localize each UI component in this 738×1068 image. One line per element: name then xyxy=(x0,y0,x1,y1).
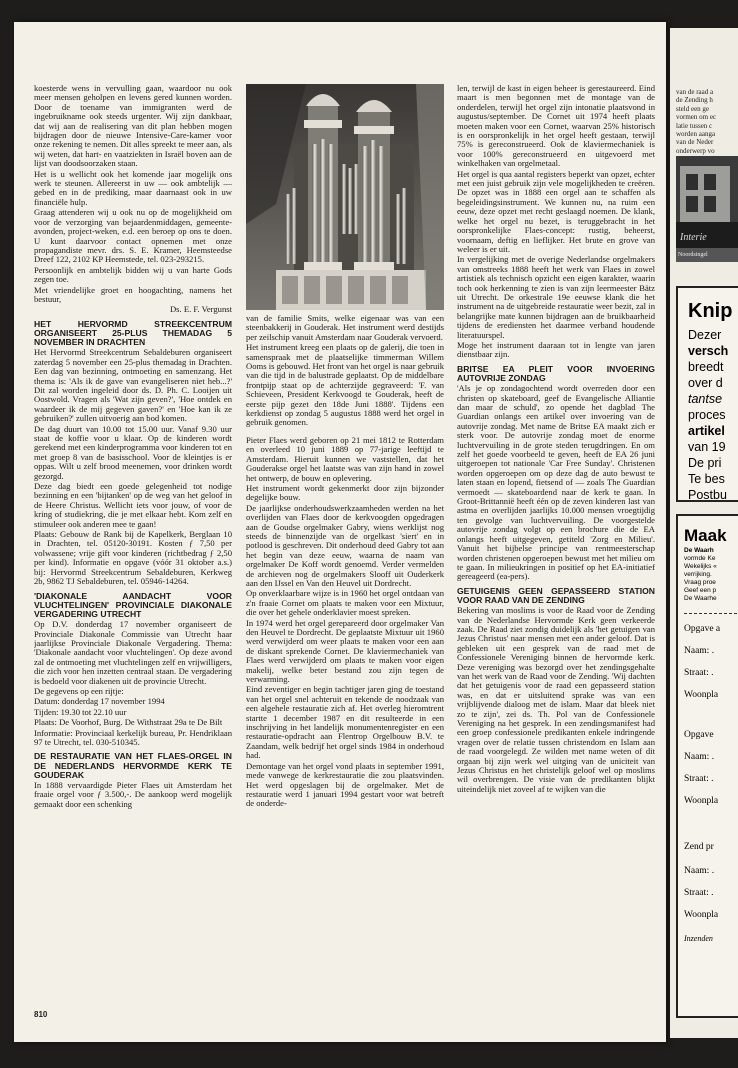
page-number: 810 xyxy=(34,1010,48,1019)
paragraph: Demontage van het orgel vond plaats in september 1991, mede vanwege de kerkrestauratie die zou plaatsvinden. Het werd opgeslagen bij de orgelmaker. Met de restauratie werd 1 januari 1994 gestart voor wat betreft de onderde- xyxy=(246,760,444,809)
paragraph: Persoonlijk en ambtelijk bidden wij u van harte Gods zegen toe. xyxy=(34,264,232,285)
form-field-label: Woonpla xyxy=(684,910,719,920)
text-line: de Zending h xyxy=(676,96,713,105)
box-line: Dezer xyxy=(688,328,722,342)
box-line: artikel xyxy=(688,424,725,438)
paragraph: Met vriendelijke groet en hoogachting, namens het bestuur, xyxy=(34,284,232,304)
text-line: onderwerp vo xyxy=(676,146,715,155)
form-field-label: Opgave a xyxy=(684,624,721,634)
article-heading: GETUIGENIS GEEN GEPASSEERD STATION VOOR RAAD VAN DE ZENDING xyxy=(457,585,655,605)
box-line: tantse xyxy=(688,392,723,406)
paragraph: Plaats: Gebouw de Rank bij de Kapelkerk, Berglaan 10 in Drachten, tel. 05120-30191. Kosten ƒ 7,50 per volwassene; vrije gift voor kinderen (richtbedrag ƒ 2,50 per kind). Informatie en opgave (vóór 31 oktober a.s.) bij: Hervormd Streekcentrum Sebaldeburen, Kerkweg 2b, 9862 TJ Sebaldeburen, tel. 05946-14264. xyxy=(34,529,232,587)
form-text: vormde Ke xyxy=(684,555,716,562)
form-field-label: Naam: . xyxy=(684,866,715,876)
order-form xyxy=(676,514,738,1018)
photo-caption: Noordsingel xyxy=(676,248,738,262)
form-field-label: Naam: . xyxy=(684,752,715,762)
form-field-label: Naam: . xyxy=(684,646,715,656)
paragraph: Moge het instrument daaraan tot in lengte van jaren dienstbaar zijn. xyxy=(457,339,655,360)
cut-line xyxy=(684,613,738,614)
form-text: De Waarh xyxy=(684,547,714,554)
box-line: Te bes xyxy=(688,472,725,486)
form-text: Geef een p xyxy=(684,587,717,594)
article-heading: DE RESTAURATIE VAN HET FLAES-ORGEL IN DE NEDERLANDS HERVORMDE KERK TE GOUDERAK xyxy=(34,751,232,780)
paragraph: len, terwijl de kast in eigen beheer is gerestaureerd. Eind maart is men begonnen met de montage van de onderdelen, terwijl het orgel zijn intonatie plaatsvond in augustus/september. De Cornet uit 1974 heeft plaats moeten maken voor een Cornet, waarvan 25% historisch is en oorspronkelijk in het orgel heeft gestaan, terwijl 75% is gereconstrueerd. Ook de klaviermechaniek is voor 100% gereconstrueerd en uitgevoerd met winkelhaken van orgelmetaal. xyxy=(457,84,655,169)
paragraph: Informatie: Provinciaal kerkelijk bureau, Pr. Hendriklaan 97 te Utrecht, tel. 030-510345. xyxy=(34,727,232,747)
photo-script: Interie xyxy=(680,232,707,243)
text-line: latie tussen c xyxy=(676,121,713,130)
article-heading: BRITSE EA PLEIT VOOR INVOERING AUTOVRIJE ZONDAG xyxy=(457,363,655,383)
paragraph: Pieter Flaes werd geboren op 21 mei 1812 te Rotterdam en overleed 10 juni 1889 op 77-jarige leeftijd te Amsterdam. Hieruit kunnen we vaststellen, dat het Gouderakse orgel het laatste was van zijn hand in zowel het ontwerp, de bouw en oplevering. xyxy=(246,434,444,483)
organ-illustration xyxy=(246,84,444,310)
text-line: van de raad a xyxy=(676,88,714,96)
column-3 xyxy=(457,84,655,1024)
form-field-label: Straat: . xyxy=(684,888,714,898)
form-text: verrijking. xyxy=(684,571,712,578)
box-line: van 19 xyxy=(688,440,726,454)
building-illustration xyxy=(676,156,738,248)
paragraph: koesterde wens in vervulling gaan, waardoor nu ook meer mensen geholpen en levens gered kunnen worden. Door de toename van immigranten werd de ingebruikname ook steeds urgenter. Wij zijn dankbaar, dat wij aan de realisering van dit plan hebben mogen bijdragen door de nieuwe Intensive-Care-kamer voor onze rekening te nemen. Dit alles spreekt te meer aan, als wij weten, dat hart- en vaatziekten in Israël boven aan de lijst van doodsoorzaken staan. xyxy=(34,84,232,169)
form-text: Wekelijks « xyxy=(684,563,717,570)
form-footer: Inzenden xyxy=(684,934,713,943)
paragraph: Bekering van moslims is voor de Raad voor de Zending van de Nederlandse Hervormde Kerk geen verkeerde zaak. De Raad ziet zondig duidelijk als 'het getuigen van Jezus Christus' naar mensen met een ander geloof. Dat is gebleken uit een gesprek van de raad met de Confessionele Vereniging binnen de hervormde kerk. Deze vereniging was bezorgd over het zendingsgehalte van het werk van de Raad voor de Zending. 'Wij dachten dat het getuigenis voor de raad een gepasseerd station was, en dat er uitsluitend sprake was van een vrijblijvende dialoog met de islam. Maar dat bleek niet zo te zijn', zei ds. Th. Pol van de Confessionele Vereniging na het gesprek. In een zendingsmanifest had een groep confessionele predikanten enkele indringende vragen over de relatie tussen christendom en Islam aan de raad voorgelegd. Ze wilden met name weten of dit orgaan bij zijn werk wel uitging van de uniciteit van Jezus Christus en het christelijk geloof wel op moslims wil overbrengen. De visie van de predikanten blijkt uiteindelijk niet zoveel af te wijken van die xyxy=(457,605,655,794)
box-line: Postbu xyxy=(688,488,727,502)
paragraph: Graag attenderen wij u ook nu op de mogelijkheid om voor de verzorging van bejaardenmiddagen, gemeente-avonden, project-weken, e.d. een beroep op ons te doen. U kunt daarvoor contact opnemen met onze propagandiste mevr. drs. S. E. Kramer, Heemsteedse Dreef 122, 2102 KP Heemstede, tel. 023-293215. xyxy=(34,207,232,265)
form-group xyxy=(678,624,738,700)
paragraph: Eind zeventiger en begin tachtiger jaren ging de toestand van het orgel snel achteruit en tekende de noodzaak van een algehele restauratie zich af. Het overleg hieromtrent startte 1 december 1987 en dit resulteerde in een inschrijving in het landelijk monumentenregister en een restauratie-opdracht aan Flentrop Orgelbouw B.V. te Zaandam, welk bedrijf het orgel sinds 1984 in onderhoud had. xyxy=(246,684,444,761)
paragraph: Het instrument kreeg een plaats op de galerij, die toen in samenspraak met de plaatselijke timmerman Willem Ooms is gebouwd. Het front van het orgel is naar gebruik van die tijd in de balustrade geplaatst. Op de middelbare frontpijp staat op de achterzijde gegraveerd: 'F. van Schieveen, President Kerkvoogd te Gouderak, heeft de eerste pijp gezet den 18de Juni 1888'. Tijdens een kerkdienst op zondag 5 augustus 1888 werd het orgel in gebruik genomen. xyxy=(246,342,444,428)
paragraph: Op onverklaarbare wijze is in 1960 het orgel ontdaan van z'n fraaie Cornet om plaats te maken voor een Mixtuur, die over het gehele onderklavier moest spreken. xyxy=(246,588,444,618)
paragraph: van de familie Smits, welke eigenaar was van een steenbakkerij in Gouderak. Het instrument werd destijds per zeilschip vanuit Amsterdam naar Gouderak vervoerd. xyxy=(246,314,444,342)
adjacent-text xyxy=(676,88,738,155)
box-heading: Knip xyxy=(688,300,733,322)
column-2 xyxy=(246,314,444,1034)
paragraph: 'Als je op zondagochtend wordt overreden door een christen op skateboard, geef de Evangelische Alliantie dan maar de schuld', zo opende het dagblad The Guardian onlangs een artikel over invoering van de autovrije zondag. Met name de Britse EA maakt zich er sterk voor. De autovrije zondag moet de enorme luchtvervuiling in de grote steden terugdringen. En om zelf het goede voorbeeld te geven, heeft de EA 26 juni uitgeroepen tot nationale 'Car Free Sunday'. Christenen worden opgeroepen om op deze dag de auto bewust te laten staan en lopend, fietsend of — zoals The Guardian vermoedt — skateboardend naar de kerk te gaan. In Groot-Brittannië heeft één op de zeven kinderen last van astma en overlijden jaarlijks 10.000 mensen vroegtijdig ten gevolge van luchtvervuiling. De voorgestelde autovrije zondag volgt op een brochure die de EA onlangs heeft uitgegeven, getiteld 'Zorg en Milieu'. Vanuit het bijbelse principe van rentmeesterschap worden christenen opgeroepen bewust met het milieu om te gaan. In milieukringen in positief op het EA-initiatief gereageerd (ea-pers). xyxy=(457,383,655,582)
form-group xyxy=(678,730,738,806)
form-field-label: Woonpla xyxy=(684,690,719,700)
paragraph: Het is u wellicht ook het komende jaar mogelijk ons werk te steunen. Allereerst in uw — ook ambtelijk — gebed en in de prediking, maar daarnaast ook in uw financiële hulp. xyxy=(34,168,232,207)
paragraph: De gegevens op een rijtje: xyxy=(34,685,124,696)
adjacent-page xyxy=(670,28,738,1038)
box-line: breedt xyxy=(688,360,724,374)
spacer xyxy=(246,429,444,435)
paragraph: Plaats: De Voorhof, Burg. De Withstraat 29a te De Bilt xyxy=(34,717,223,728)
paragraph: In 1974 werd het orgel gerepareerd door orgelmaker Van den Heuvel te Dordrecht. De geplaatste Mixtuur uit 1960 werd verwijderd om weer plaats te maken voor een aan de diskant sprekende Cornet. De klaviermechaniek van Flaes werd verwijderd om plaats te maken voor eigen makelij, welke beter bestand zou zijn tegen de verwarming. xyxy=(246,617,444,685)
col1-intro xyxy=(34,84,232,304)
paragraph: De jaarlijkse onderhoudswerkzaamheden werden na het overlijden van Flaes door de kerkvoogden opgedragen aan de Goudse orgelmaker Gabry, wiens werklijst nog steeds de binnenzijde van de orgelkast 'siert' en in potlood is geschreven. Dit onderhoud deed Gabry tot aan het begin van deze eeuw, waarna de naam van orgelmaker De Koff wordt genoemd. Verder vermelden de archieven nog de orgelmakers Slooff uit Ouderkerk aan den IJssel en Van den Heuvel uit Dordrecht. xyxy=(246,502,444,588)
paragraph: Op D.V. donderdag 17 november organiseert de Provinciale Diakonale Commissie van Utrecht haar jaarlijkse Provinciale Diakonale Vergadering. Thema: 'Diakonale aandacht voor vluchtelingen'. Op deze avond zal de ontmoeting met vluchtelingen zelf en vrijwilligers, die zich voor hen inzetten centraal staan. De vergadering is bedoeld voor diakenen uit de provincie Utrecht. xyxy=(34,619,232,686)
box-line: over d xyxy=(688,376,723,390)
paragraph: De dag duurt van 10.00 tot 15.00 uur. Vanaf 9.30 uur staat de koffie voor u klaar. Op de kinderen wordt gerekend met een kinderprogramma voor kinderen tot en met groep 8 van de basisschool. Voor de kleintjes is er oppas. Wilt u zelf brood meenemen, voor drinken wordt gezorgd. xyxy=(34,423,232,481)
column-1 xyxy=(34,84,232,1024)
form-field-label: Straat: . xyxy=(684,774,714,784)
form-text: De Waarhe xyxy=(684,595,717,602)
text-line: steld een ge xyxy=(676,104,710,113)
form-group xyxy=(678,842,738,920)
paragraph: Datum: donderdag 17 november 1994 xyxy=(34,696,165,707)
paragraph: Het orgel is qua aantal registers beperkt van opzet, echter met een juist gebruik zijn vele mogelijkheden te creëren. De opzet was in 1888 een orgel aan te schaffen als begeleidingsinstrument. We kunnen nu, na ruim een eeuw, deze opzet met recht geslaagd noemen. De klank, welke het orgel nu bezet, is teruggebracht in het oorspronkelijke Flaes-concept: rustig, beheerst, voornaam, deftig en lieflijker. Het brute en grove van weleer is er uit. xyxy=(457,168,655,254)
form-field-label: Zend pr xyxy=(684,842,714,852)
text-line: worden aanga xyxy=(676,130,716,139)
magazine-page xyxy=(14,22,666,1042)
form-heading: Maak xyxy=(684,526,727,545)
form-text: Vraag proe xyxy=(684,579,716,586)
paragraph: In vergelijking met de overige Nederlandse orgelmakers van omstreeks 1888 heeft het werk van Flaes in zowel artistiek als technisch opzicht een eigen karakter, waarin toch ook herkenning te zien is van zijn leermeester Bätz uit Utrecht. De orkestrale 19e eeuwse klank die het instrument na de uitgebreide restauratie weer bezit, zal in belangrijke mate kunnen bijdragen aan de bruikbaarheid tijdens de erediensten het daarmee verband houdende literatuurspel. xyxy=(457,254,655,340)
signature: Ds. E. F. Vergunst xyxy=(169,304,232,315)
form-field-label: Woonpla xyxy=(684,796,719,806)
article-heading: HET HERVORMD STREEKCENTRUM ORGANISEERT 25-PLUS THEMADAG 5 NOVEMBER IN DRACHTEN xyxy=(34,318,232,348)
box-line: versch xyxy=(688,344,729,358)
building-photo xyxy=(676,156,738,248)
paragraph: In 1888 vervaardigde Pieter Flaes uit Amsterdam het fraaie orgel voor ƒ 3.500,-. De aankoop werd mogelijk gemaakt door een schenking xyxy=(34,780,232,809)
box-line: De pri xyxy=(688,456,722,470)
paragraph: Het Hervormd Streekcentrum Sebaldeburen organiseert zaterdag 5 november een 25-plus themadag in Drachten. Een dag van bezinning, ontmoeting en samenzang. Het thema is: 'Als ik de gave van evangeliseren niet heb...?' Dit zal worden ingeleid door ds. D. Ph. C. Looijen uit Oostwold. Vragen als 'Wat zijn geven?', 'Hoe ontdek en waardeer ik de mij gegeven gaven?' en 'Hoe kan ik ze gebruiken?' zullen uitvoerig aan bod komen. xyxy=(34,347,232,424)
clip-box xyxy=(676,286,738,502)
form-field-label: Opgave xyxy=(684,730,714,740)
article-heading: 'DIAKONALE AANDACHT VOOR VLUCHTELINGEN' PROVINCIALE DIAKONALE VERGADERING UTRECHT xyxy=(34,590,232,619)
paragraph: Tijden: 19.30 tot 22.10 uur xyxy=(34,706,127,717)
box-line: proces xyxy=(688,408,726,422)
paragraph: Het instrument wordt gekenmerkt door zijn bijzonder degelijke bouw. xyxy=(246,482,444,503)
organ-photo xyxy=(246,84,444,310)
form-field-label: Straat: . xyxy=(684,668,714,678)
text-line: van de Neder xyxy=(676,138,714,147)
text-line: vormen om ec xyxy=(676,113,717,122)
paragraph: Deze dag biedt een goede gelegenheid tot nodige bezinning en een 'bijtanken' op de weg van het geloof in de Heere Christus. Wellicht iets voor jouw, of voor de kring of studiekring, die je met elkaar hebt. Kom zelf en stimuleer ook anderen mee te gaan! xyxy=(34,481,232,529)
